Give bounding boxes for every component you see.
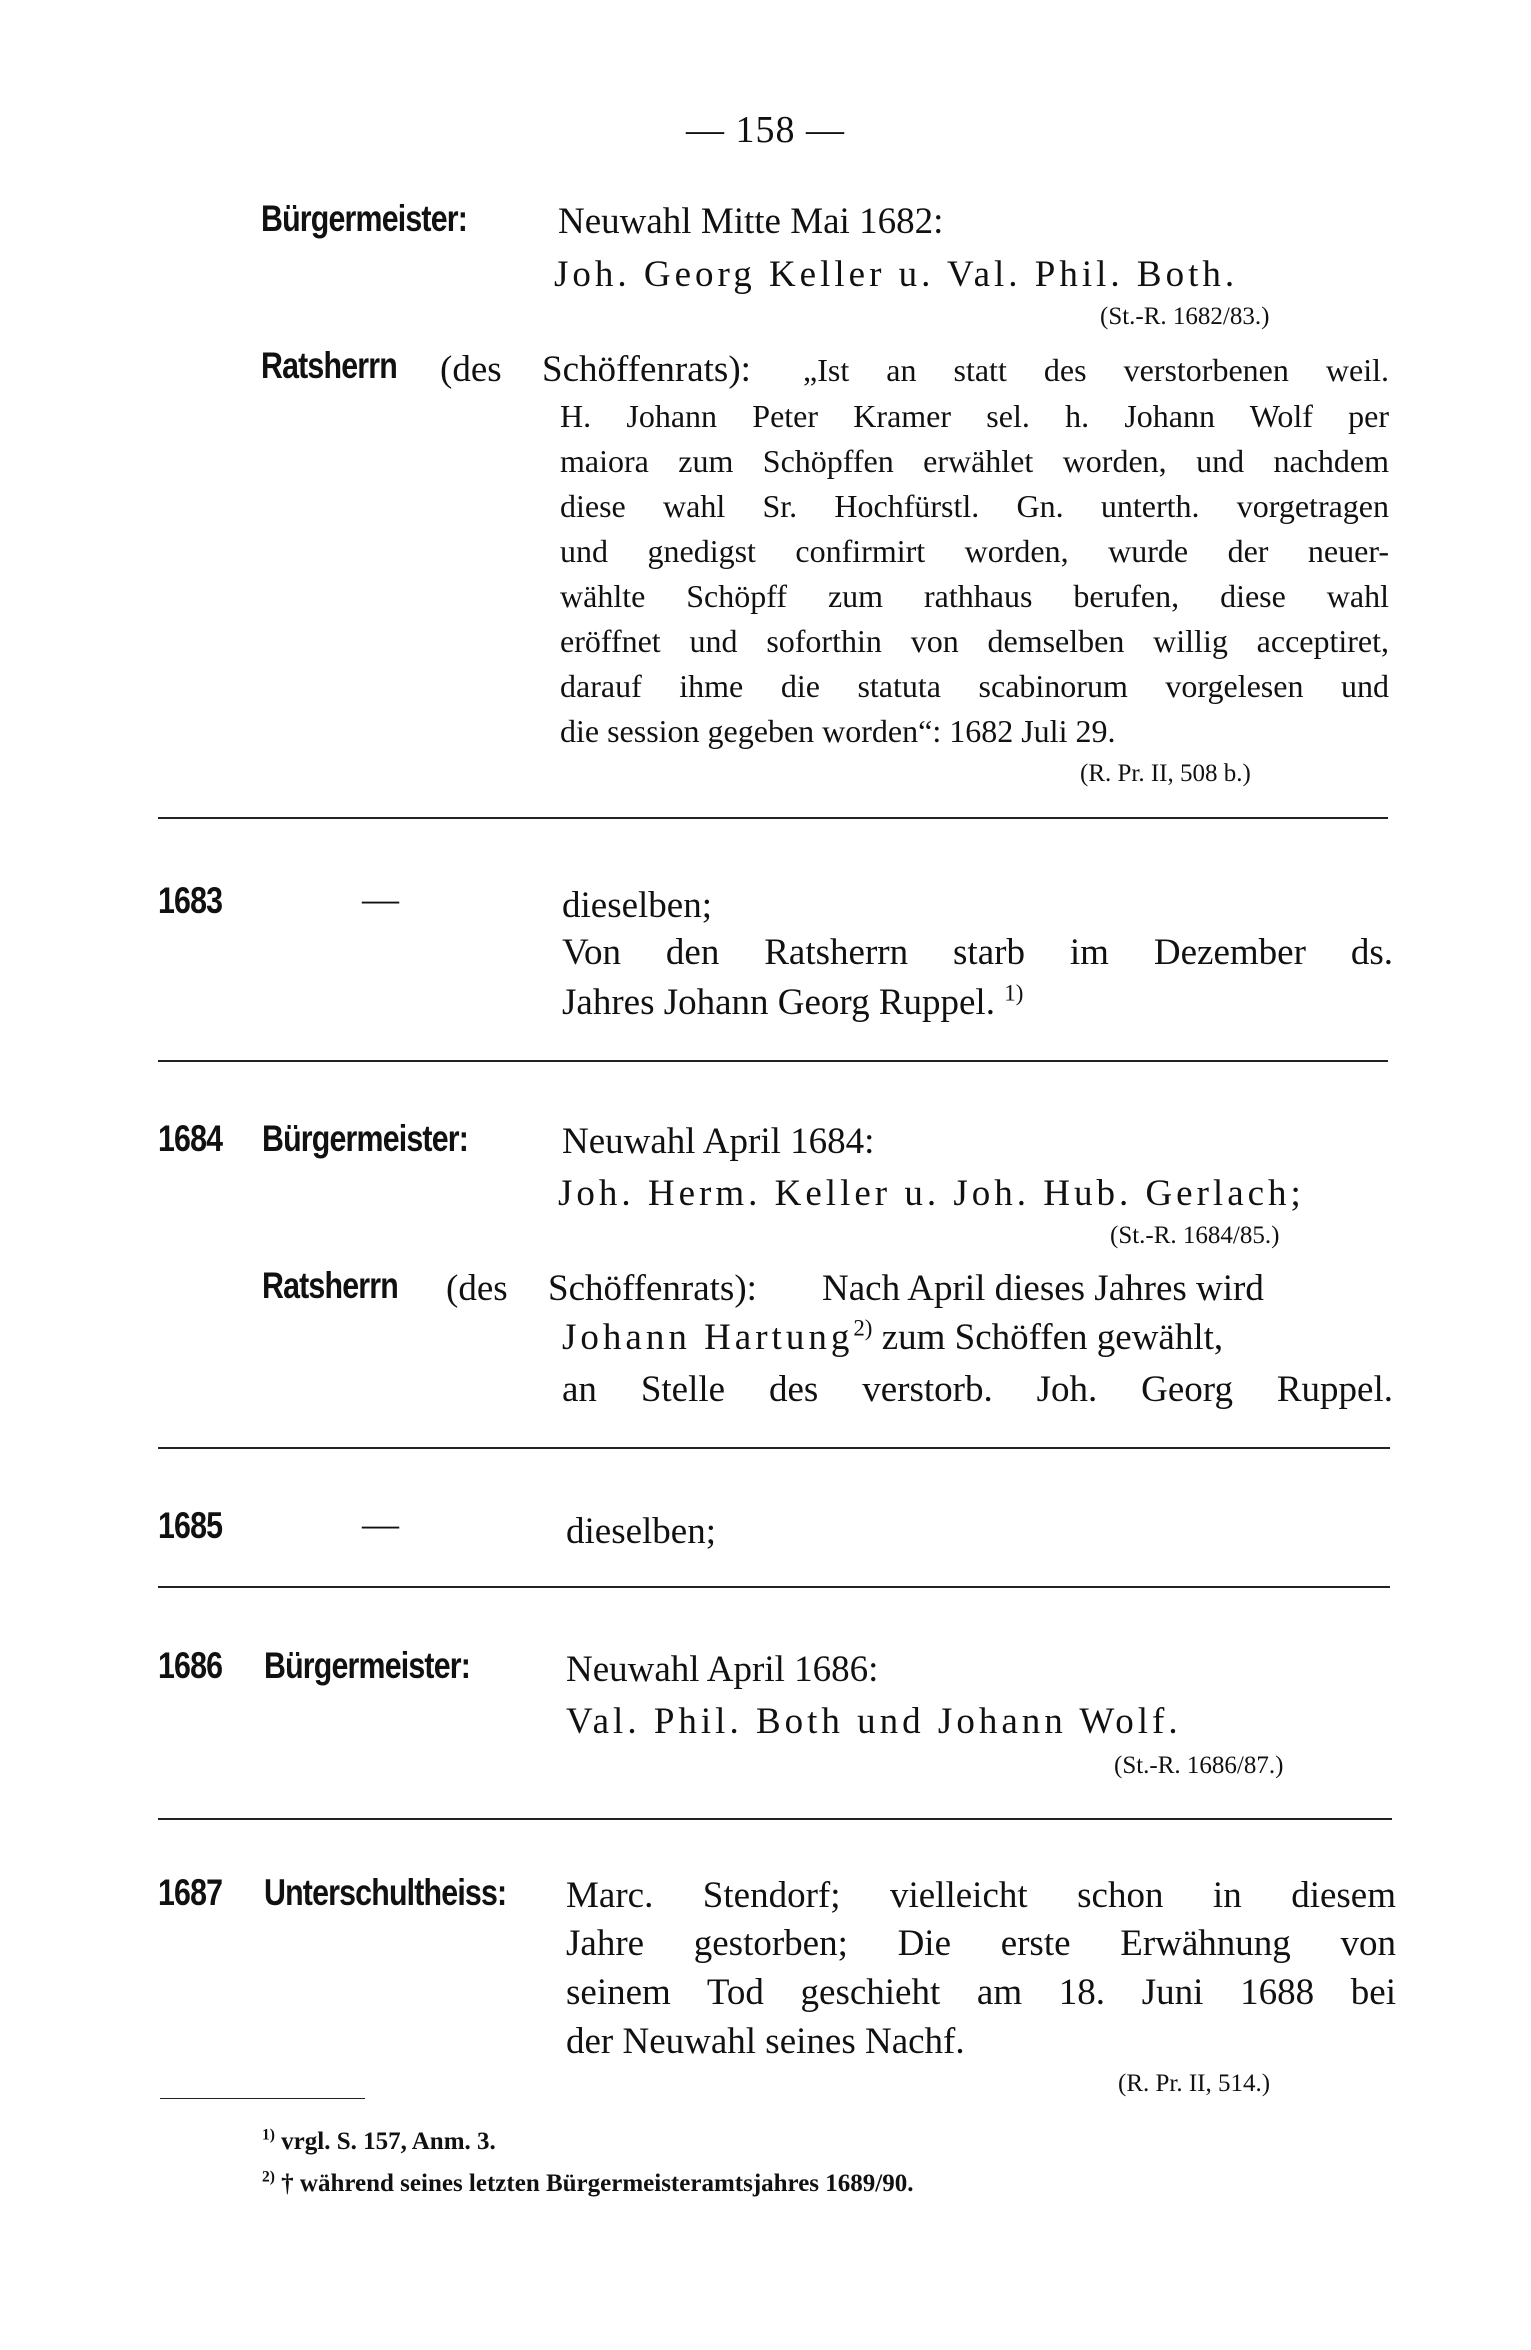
bm-names-1682: Joh. Georg Keller u. Val. Phil. Both. [554,254,1239,295]
text-1685-line1: dieselben; [566,1511,717,1552]
label-buergermeister: Bürgermeister: [262,1118,469,1159]
text-1687-line3: seinem Tod geschieht am 18. Juni 1688 bei [566,1972,1396,2013]
quote-line: H. Johann Peter Kramer sel. h. Johann Wolf per [560,398,1389,434]
text-1683-line3: Jahres Johann Georg Ruppel. $^{1)}$ [562,980,1024,1023]
ratsherrn-paren: (des [446,1268,508,1309]
section-divider [158,1586,1390,1588]
quote-line: diese wahl Sr. Hochfürstl. Gn. unterth. vorgetragen [560,488,1389,524]
year-1684: 1684 [158,1118,223,1159]
rh-text-1684-line2: Johann Hartung$^{2)}$ zum Schöffen gewählt, [562,1315,1224,1358]
footnote-divider [160,2098,365,2099]
label-ratsherrn: Ratsherrn [262,1265,398,1306]
section-divider [158,1447,1390,1449]
dash-1685: — [362,1504,399,1545]
section-divider [158,1818,1392,1820]
quote-line: die session gegeben worden“: 1682 Juli 29. [560,713,1116,749]
footnote-ref-2: 2) [853,1315,873,1341]
text-1687-line4: der Neuwahl seines Nachf. [566,2021,965,2062]
bm-ref-1682: (St.-R. 1682/83.) [1100,303,1270,330]
quote-line: maiora zum Schöpffen erwählet worden, und nachdem [560,443,1389,479]
bm-ref-1686: (St.-R. 1686/87.) [1114,1752,1284,1779]
bm-names-1684: Joh. Herm. Keller u. Joh. Hub. Gerlach; [558,1173,1305,1214]
quote-line: darauf ihme die statuta scabinorum vorgelesen und [560,668,1389,704]
quote-ref: (R. Pr. II, 508 b.) [1080,760,1251,787]
text-1683-line1: dieselben; [562,885,713,926]
rh-text-1684-line3: an Stelle des verstorb. Joh. Georg Ruppel. [562,1369,1393,1410]
quote-line: wählte Schöpff zum rathhaus berufen, diese wahl [560,578,1389,614]
bm-ref-1684: (St.-R. 1684/85.) [1110,1222,1280,1249]
footnote-1: $^{1)}$ vrgl. S. 157, Anm. 3. [262,2126,496,2155]
dash-1683: — [362,879,399,920]
footnote-ref-1: 1) [1004,980,1024,1006]
year-1683: 1683 [158,880,223,921]
label-buergermeister: Bürgermeister: [261,198,468,239]
ref-1687: (R. Pr. II, 514.) [1118,2070,1271,2097]
year-1686: 1686 [158,1645,223,1686]
ratsherrn-schoeffenrat: Schöffenrats): [548,1268,757,1309]
section-divider [158,817,1388,819]
label-unterschultheiss: Unterschultheiss: [264,1872,507,1913]
text-1683-line2: Von den Ratsherrn starb im Dezember ds. [562,932,1393,973]
page-number: — 158 — [686,109,845,151]
bm-neuwahl-1684: Neuwahl April 1684: [562,1121,875,1162]
ratsherrn-schoeffenrat: Schöffenrats): [542,349,751,390]
bm-neuwahl-1682: Neuwahl Mitte Mai 1682: [558,201,944,242]
footnote-2: $^{2)}$ † während seines letzten Bürgermeisteramtsjahres 1689/90. [262,2168,914,2197]
quote-line: „Ist an statt des verstorbenen weil. [803,352,1389,388]
label-ratsherrn: Ratsherrn [261,345,397,386]
label-buergermeister: Bürgermeister: [264,1645,471,1686]
text-1687-line1: Marc. Stendorf; vielleicht schon in diesem [566,1875,1396,1916]
ratsherrn-paren: (des [440,349,502,390]
text-1687-line2: Jahre gestorben; Die erste Erwähnung von [566,1923,1396,1964]
quote-line: und gnedigst confirmirt worden, wurde der neuer- [560,533,1389,569]
quote-line: eröffnet und soforthin von demselben willig acceptiret, [560,623,1389,659]
rh-text-1684-line1: Nach April dieses Jahres wird [822,1268,1264,1309]
bm-names-1686: Val. Phil. Both und Johann Wolf. [566,1701,1182,1742]
section-divider [158,1060,1388,1062]
year-1685: 1685 [158,1505,223,1546]
bm-neuwahl-1686: Neuwahl April 1686: [566,1649,879,1690]
year-1687: 1687 [158,1872,223,1913]
